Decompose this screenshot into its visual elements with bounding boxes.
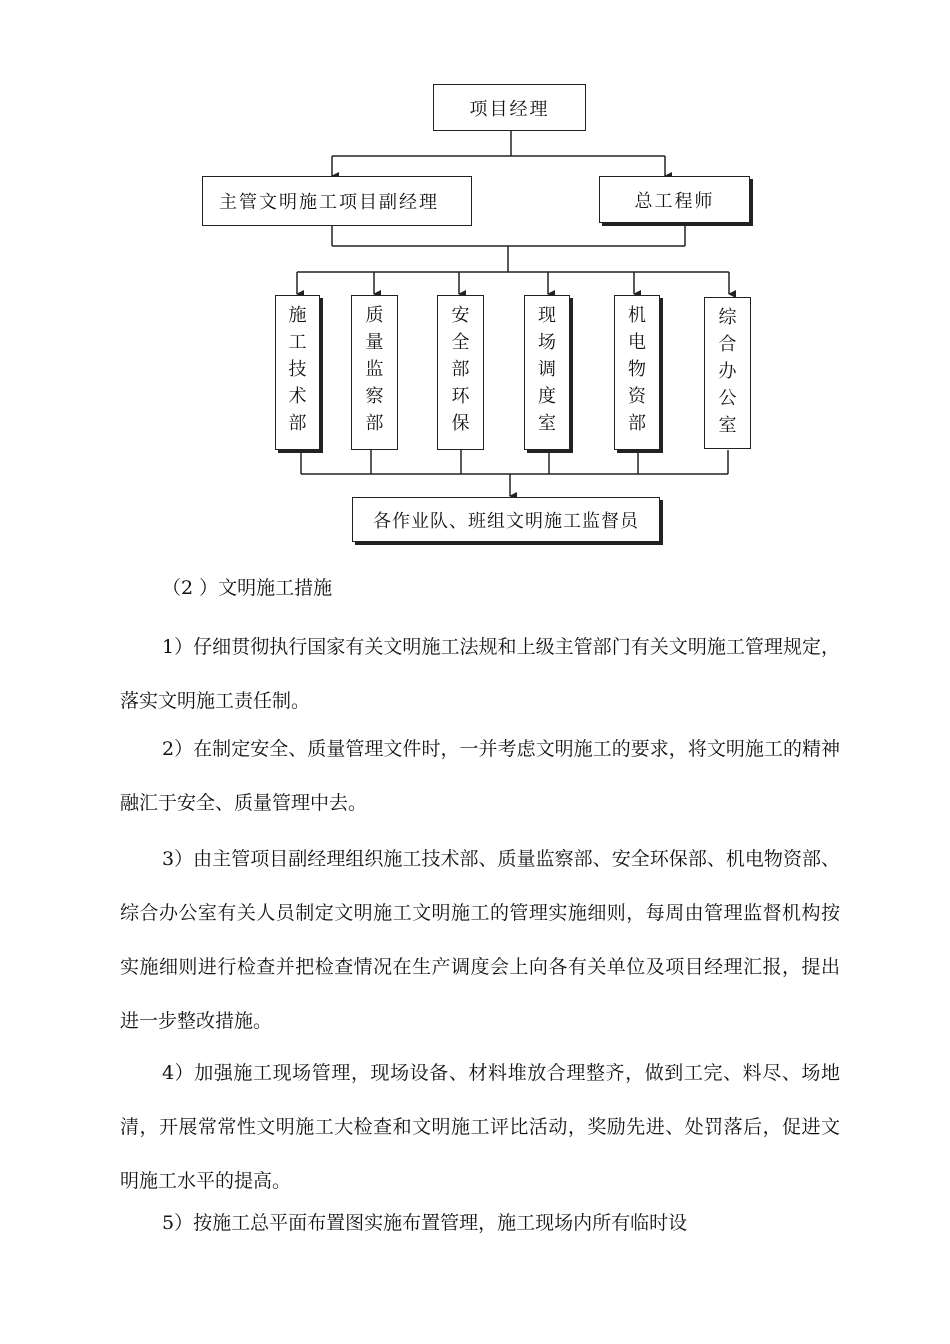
department-char: 质	[365, 305, 384, 326]
org-node-department	[704, 297, 751, 449]
department-char: 部	[628, 413, 646, 434]
department-char: 技	[288, 359, 307, 380]
org-node-department	[524, 295, 570, 450]
org-node-department	[614, 295, 660, 450]
department-char: 部	[451, 359, 470, 380]
paragraph: 1）仔细贯彻执行国家有关文明施工法规和上级主管部门有关文明施工管理规定，落实文明施工责任制。	[120, 636, 840, 712]
department-char: 场	[538, 332, 556, 353]
org-node-supervisors: 各作业队、班组文明施工监督员	[352, 497, 660, 542]
department-char: 安	[451, 305, 470, 326]
department-char: 电	[628, 332, 646, 353]
department-char: 量	[365, 332, 384, 353]
paragraph: 2）在制定安全、质量管理文件时，一并考虑文明施工的要求，将文明施工的精神融汇于安全、质量管理中去。	[120, 738, 840, 814]
department-char: 物	[628, 359, 646, 380]
department-char: 监	[365, 359, 384, 380]
department-char: 部	[288, 413, 307, 434]
department-char: 部	[365, 413, 384, 434]
paragraph: 5）按施工总平面布置图实施布置管理，施工现场内所有临时设	[162, 1212, 688, 1234]
department-char: 调	[538, 359, 556, 380]
department-char: 办	[718, 361, 737, 382]
department-char: 度	[538, 386, 556, 407]
section-heading: （2 ）文明施工措施	[162, 577, 333, 599]
department-char: 机	[628, 305, 646, 326]
paragraph: 3）由主管项目副经理组织施工技术部、质量监察部、安全环保部、机电物资部、综合办公室有关人员制定文明施工文明施工的管理实施细则，每周由管理监督机构按实施细则进行检查并把检查情况在生产调度会上向各有关单位及项目经理汇报，提出进一步整改措施。	[120, 848, 840, 1032]
department-char: 保	[451, 413, 470, 434]
department-char: 室	[538, 413, 556, 434]
department-char: 公	[718, 388, 737, 409]
department-char: 术	[288, 386, 307, 407]
department-char: 环	[451, 386, 470, 407]
org-node-department	[275, 295, 320, 450]
department-char: 全	[451, 332, 470, 353]
org-node-deputy-manager: 主管文明施工项目副经理	[202, 176, 472, 226]
department-char: 合	[718, 334, 737, 355]
department-char: 工	[288, 332, 307, 353]
department-char: 室	[718, 415, 737, 436]
department-char: 资	[628, 386, 646, 407]
paragraph: 4）加强施工现场管理，现场设备、材料堆放合理整齐，做到工完、料尽、场地清，开展常常性文明施工大检查和文明施工评比活动，奖励先进、处罚落后，促进文明施工水平的提高。	[120, 1062, 840, 1192]
org-node-department	[351, 295, 398, 450]
org-node-chief-engineer: 总工程师	[599, 176, 750, 223]
department-char: 现	[538, 305, 556, 326]
department-char: 施	[288, 305, 307, 326]
org-node-department	[437, 295, 484, 450]
org-node-project-manager: 项目经理	[433, 84, 586, 131]
department-char: 综	[718, 307, 737, 328]
department-char: 察	[365, 386, 384, 407]
